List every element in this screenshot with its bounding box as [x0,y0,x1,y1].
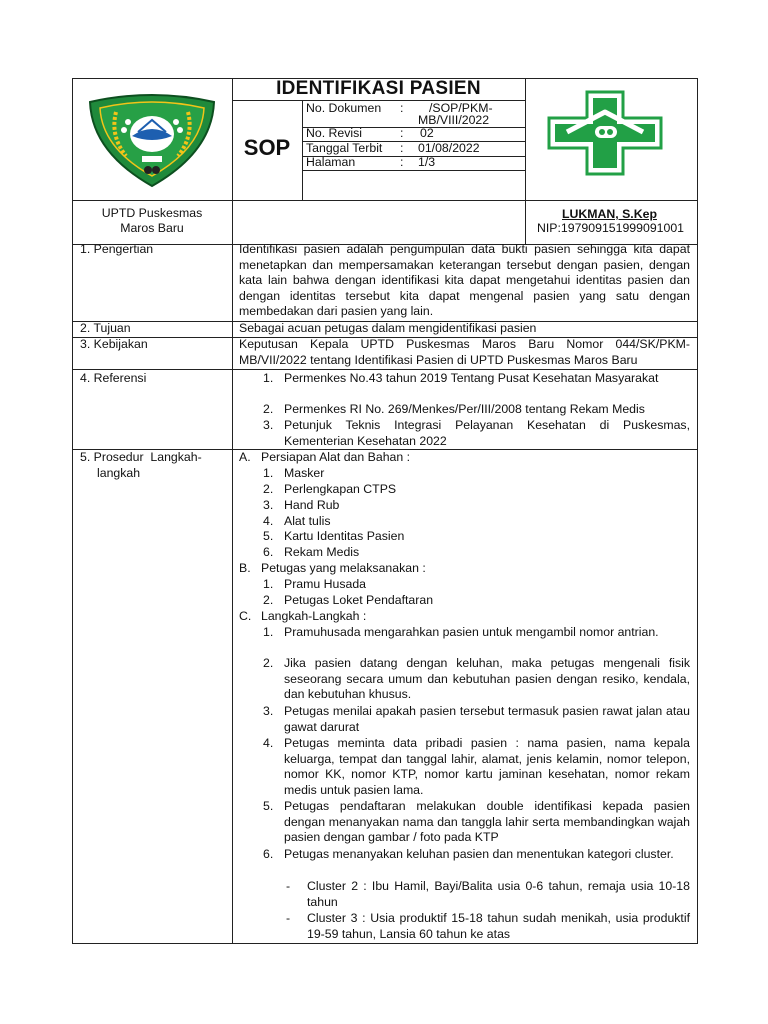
a-item-4: Alat tulis [284,514,331,528]
a-item-5: Kartu Identitas Pasien [284,529,405,543]
c-item-3: Petugas menilai apakah pasien tersebut termasuk pasien rawat jalan atau gawat darurat [284,704,690,734]
a-item-num-4: 4. [263,514,274,528]
a-item-num-2: 2. [263,482,274,496]
cluster-bullet-1-mark: - [286,879,291,893]
prosedur-b-heading: Petugas yang melaksanakan : [261,561,426,575]
a-item-3: Hand Rub [284,498,340,512]
referensi-num-2: 2. [263,402,274,416]
signer-name: LUKMAN, S.Kep [562,207,657,221]
c-item-num-3: 3. [263,704,274,718]
page-label: Halaman [306,155,356,169]
a-item-num-5: 5. [263,529,274,543]
b-item-num-2: 2. [263,593,274,607]
referensi-item-1: Permenkes No.43 tahun 2019 Tentang Pusat Kesehatan Masyarakat [284,371,659,385]
page-sep: : [400,155,404,169]
divider-row-kebijakan [72,369,698,370]
a-item-1: Masker [284,466,325,480]
prosedur-a-letter: A. [239,450,251,464]
c-item-num-6: 6. [263,847,274,861]
divider-header-bottom [72,200,698,201]
divider-label-column [232,244,233,944]
a-item-num-6: 6. [263,545,274,559]
doc-number-value-cont: MB/VIII/2022 [418,113,490,127]
c-item-num-4: 4. [263,736,274,750]
cluster-bullet-2: Cluster 3 : Usia produktif 15-18 tahun sudah menikah, usia produktif 19-59 tahun, Lansia 60 tahun ke atas [307,911,690,941]
label-referensi: 4. Referensi [80,371,147,385]
label-prosedur-line2: langkah [97,466,141,480]
revision-value: 02 [420,126,434,140]
maros-emblem-logo [86,92,218,188]
divider-right-logo [525,78,526,244]
label-prosedur-line1: 5. Prosedur Langkah- [80,450,202,464]
prosedur-b-letter: B. [239,561,251,575]
issue-date-label: Tanggal Terbit [306,141,383,155]
prosedur-c-heading: Langkah-Langkah : [261,609,367,623]
cluster-bullet-1: Cluster 2 : Ibu Hamil, Bayi/Balita usia 0-6 tahun, remaja usia 10-18 tahun [307,879,690,909]
prosedur-c-letter: C. [239,609,252,623]
label-pengertian: 1. Pengertian [80,242,154,256]
c-item-4: Petugas meminta data pribadi pasien : nama pasien, nama kepala keluarga, tempat dan tanggal lahir, alamat, jenis kelamin, nomor telepon, nomor KK, nomor KTP, nomor kartu jaminan kesehatan, nomor rekam medis untuk pasien lama. [284,736,690,797]
referensi-item-2: Permenkes RI No. 269/Menkes/Per/III/2008 tentang Rekam Medis [284,402,645,416]
a-item-num-3: 3. [263,498,274,512]
a-item-num-1: 1. [263,466,274,480]
org-name-line1: UPTD Puskesmas [101,206,203,220]
revision-sep: : [400,126,404,140]
document-title: IDENTIFIKASI PASIEN [276,78,481,99]
c-item-num-5: 5. [263,799,274,813]
c-item-num-2: 2. [263,656,274,670]
issue-date-sep: : [400,141,404,155]
c-item-2: Jika pasien datang dengan keluhan, maka petugas mengenali fisik seseorang secara umum dan kebutuhan pasien dengan resiko, kendala, dan kebutuhan khusus. [284,656,690,702]
b-item-2: Petugas Loket Pendaftaran [284,593,434,607]
prosedur-a-heading: Persiapan Alat dan Bahan : [261,450,411,464]
referensi-num-1: 1. [263,371,274,385]
page-value: 1/3 [418,155,436,169]
divider-logo [232,78,233,244]
doc-number-value: /SOP/PKM- [429,101,493,115]
text-tujuan: Sebagai acuan petugas dalam mengidentifikasi pasien [239,321,537,335]
sop-label: SOP [243,135,291,160]
a-item-6: Rekam Medis [284,545,360,559]
cluster-bullet-2-mark: - [286,911,291,925]
issue-date-value: 01/08/2022 [418,141,480,155]
b-item-num-1: 1. [263,577,274,591]
divider-sop [302,100,303,200]
org-name-line2: Maros Baru [120,221,184,235]
b-item-1: Pramu Husada [284,577,367,591]
text-kebijakan: Keputusan Kepala UPTD Puskesmas Maros Baru Nomor 044/SK/PKM-MB/VII/2022 tentang Identifikasi Pasien di UPTD Puskesmas Maros Baru [239,337,690,367]
c-item-num-1: 1. [263,625,274,639]
puskesmas-cross-logo [547,90,663,176]
referensi-item-3: Petunjuk Teknis Integrasi Pelayanan Kesehatan di Puskesmas, Kementerian Kesehatan 2022 [284,418,690,448]
c-item-1: Pramuhusada mengarahkan pasien untuk mengambil nomor antrian. [284,625,659,639]
doc-number-label: No. Dokumen [306,101,382,115]
label-tujuan: 2. Tujuan [80,321,131,335]
signer-nip: NIP:197909151999091001 [537,221,685,235]
referensi-num-3: 3. [263,418,274,432]
label-kebijakan: 3. Kebijakan [80,337,148,351]
revision-label: No. Revisi [306,126,363,140]
c-item-5: Petugas pendaftaran melakukan double identifikasi kepada pasien dengan menanyakan nama dan tanggla lahir serta membandingkan wajah pasien dengan gambar / foto pada KTP [284,799,690,845]
a-item-2: Perlengkapan CTPS [284,482,397,496]
c-item-6: Petugas menanyakan keluhan pasien dan menentukan kategori cluster. [284,847,674,861]
doc-number-sep: : [400,101,404,115]
text-pengertian: Identifikasi pasien adalah pengumpulan data bukti pasien sehingga kita dapat menetapkan dan mempersamakan keterangan tersebut dengan pasien, dengan kata lain bahwa dengan identifikasi kita dapat mengetahui identitas pasien dan dengan identitas tersebut kita dapat mengenal pasien yang satu dengan membedakan dari pasien yang lain. [239,242,690,319]
